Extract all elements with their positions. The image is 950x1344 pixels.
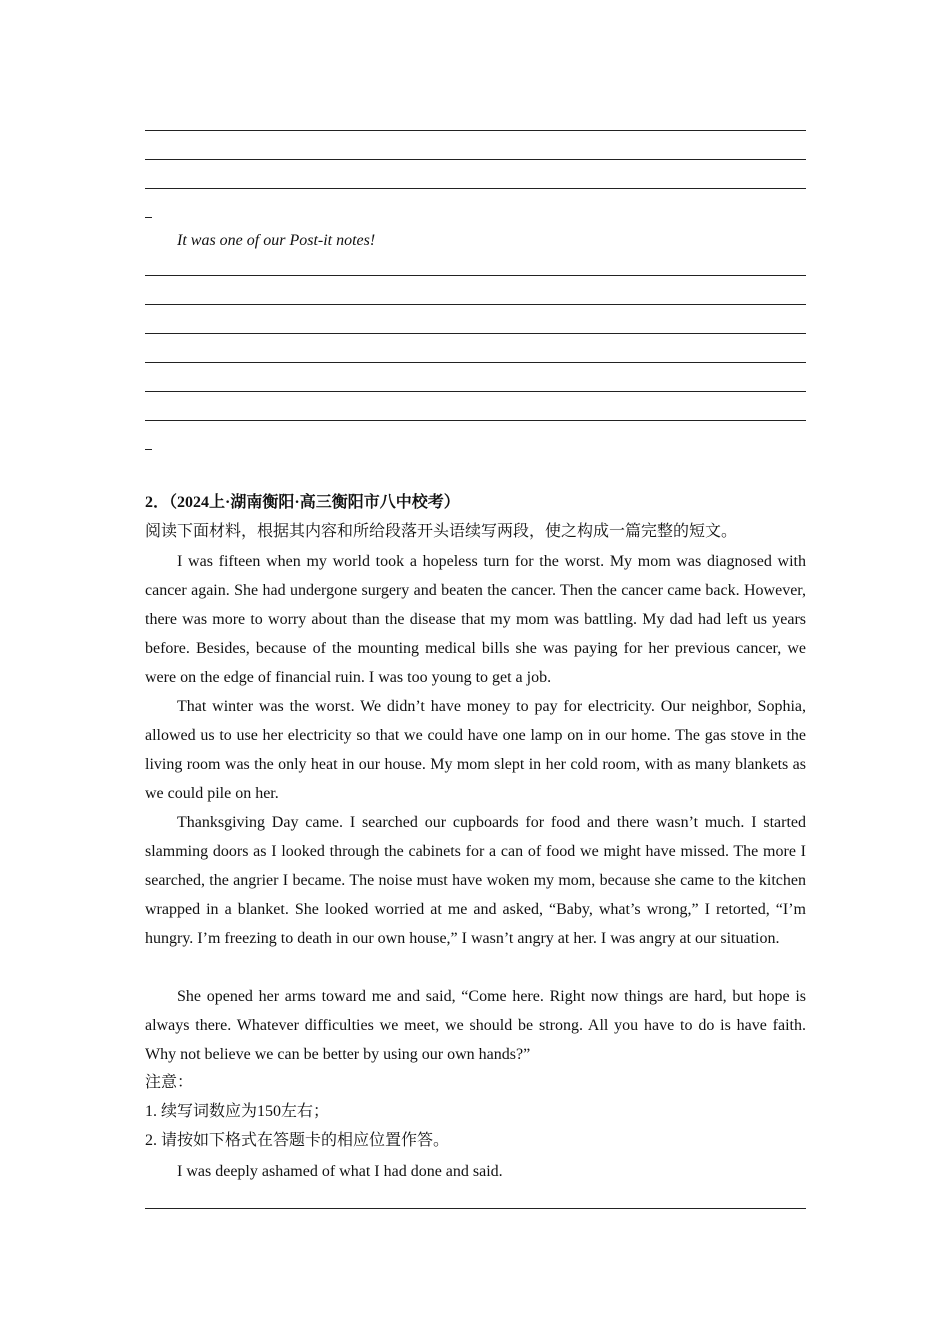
answer-line-end [145,217,152,218]
answer-line[interactable] [145,420,806,421]
answer-line-end [145,449,152,450]
answer-line[interactable] [145,391,806,392]
answer-line[interactable] [145,275,806,276]
passage-paragraph-3: Thanksgiving Day came. I searched our cupboards for food and there wasn’t much. I started slamming doors as I looked through the cabinets for a can of food we might have missed. The more I searched, the angrier I became. The noise must have woken my mom, because she came to the kitchen wrapped in a blanket. She looked worried at me and asked, “Baby, what’s wrong,” I retorted, “I’m hungry. I’m freezing to death in our own house,” I wasn’t angry at her. I was angry at our situation. [145,814,806,947]
answer-line[interactable] [145,159,806,160]
passage-paragraph-4: She opened her arms toward me and said, “Come here. Right now things are hard, but hope is always there. Whatever difficulties we meet, we should be strong. All you have to do is have faith. Why not believe we can be better by using our own hands?” [145,988,806,1063]
question2-prompt: I was deeply ashamed of what I had done and said. [177,1163,503,1180]
question-instruction: 阅读下面材料，根据其内容和所给段落开头语续写两段，使之构成一篇完整的短文。 [145,523,738,540]
answer-line[interactable] [145,130,806,131]
passage-paragraph-1: I was fifteen when my world took a hopeless turn for the worst. My mom was diagnosed with cancer again. She had undergone surgery and beaten the cancer. Then the cancer came back. However, there was more to worry about than the disease that my mom was battling. My dad had left us years before. Besides, because of the mounting medical bills she was paying for her previous cancer, we were on the edge of financial ruin. I was too young to get a job. [145,553,806,686]
answer-line[interactable] [145,1208,806,1209]
answer-line[interactable] [145,304,806,305]
question-number: 2． [145,494,170,511]
question-heading [145,493,460,513]
answer-line[interactable] [145,188,806,189]
question-source: （2024上·湖南衡阳·高三衡阳市八中校考） [169,494,460,511]
answer-line[interactable] [145,333,806,334]
section1-prompt: It was one of our Post-it notes! [177,232,376,249]
passage-paragraph-2: That winter was the worst. We didn’t have money to pay for electricity. Our neighbor, Sophia, allowed us to use her electricity so that we could have one lamp on in our home. The gas stove in the living room was the only heat in our house. My mom slept in her cold room, with as many blankets as we could pile on her. [145,698,806,802]
note-item: 2. 请按如下格式在答题卡的相应位置作答。 [145,1132,450,1149]
answer-line[interactable] [145,362,806,363]
notice-label: 注意： [145,1074,194,1091]
note-item: 1. 续写词数应为150左右； [145,1103,330,1120]
